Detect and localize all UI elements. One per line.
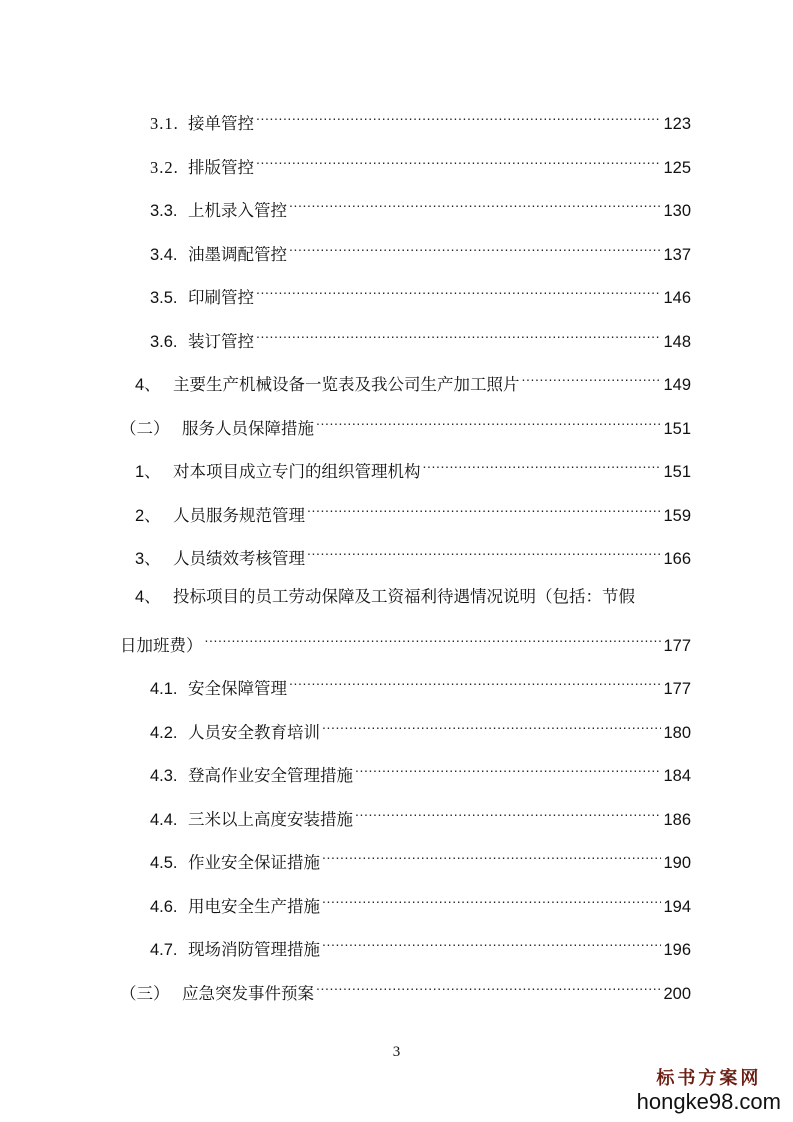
toc-entry-number: 3.1. — [150, 114, 179, 133]
toc-entry-page: 180 — [663, 724, 691, 742]
toc-entry-page: 151 — [663, 463, 691, 481]
toc-entry-page: 123 — [663, 115, 691, 133]
toc-entry[interactable] — [150, 194, 691, 222]
toc-entry-title-continued: 日加班费） — [120, 636, 203, 655]
toc-dot-leader — [205, 629, 662, 651]
toc-dot-leader — [316, 977, 661, 999]
toc-entry-page: 149 — [663, 376, 691, 394]
toc-entry[interactable] — [120, 412, 691, 440]
toc-entry-page: 159 — [663, 507, 691, 525]
watermark-logo — [637, 1068, 781, 1114]
toc-dot-leader — [322, 846, 661, 868]
toc-entry-number: （三） — [120, 984, 170, 1003]
toc-dot-leader — [355, 803, 661, 825]
toc-entry[interactable] — [135, 542, 691, 570]
toc-entry-number: 4、 — [135, 588, 161, 606]
toc-entry-number: 3.2. — [150, 158, 179, 177]
toc-entry[interactable] — [150, 325, 691, 353]
toc-entry[interactable] — [150, 281, 691, 309]
toc-entry-title: 投标项目的员工劳动保障及工资福利待遇情况说明（包括：节假 — [173, 587, 635, 606]
toc-entry[interactable] — [150, 716, 691, 744]
toc-entry-page: 177 — [663, 680, 691, 698]
toc-entry[interactable] — [120, 977, 691, 1005]
toc-entry-title: 应急突发事件预案 — [182, 984, 314, 1003]
toc-dot-leader — [289, 672, 661, 694]
toc-dot-leader — [322, 890, 661, 912]
toc-entry-page: 166 — [663, 550, 691, 568]
toc-entry-page: 148 — [663, 333, 691, 351]
toc-entry-number: 4.4. — [150, 811, 178, 829]
toc-entry[interactable] — [150, 846, 691, 874]
toc-entry[interactable] — [150, 803, 691, 831]
toc-entry-title: 现场消防管理措施 — [188, 940, 320, 959]
toc-dot-leader — [322, 716, 661, 738]
toc-entry-title: 油墨调配管控 — [188, 245, 287, 264]
toc-entry-number: 1、 — [135, 463, 161, 481]
toc-entry-page: 151 — [663, 420, 691, 438]
toc-entry-number: 4.5. — [150, 854, 178, 872]
toc-entry-page: 137 — [663, 246, 691, 264]
toc-entry-title: 用电安全生产措施 — [188, 897, 320, 916]
toc-entry[interactable] — [150, 890, 691, 918]
toc-dot-leader — [256, 325, 661, 347]
toc-entry-title: 上机录入管控 — [188, 201, 287, 220]
toc-entry[interactable] — [135, 499, 691, 527]
watermark-title: 标书方案网 — [656, 1068, 762, 1089]
toc-entry[interactable] — [150, 151, 691, 179]
toc-entry[interactable] — [135, 368, 691, 396]
toc-entry-page: 184 — [663, 767, 691, 785]
toc-entry-title: 排版管控 — [188, 158, 254, 177]
toc-entry[interactable] — [150, 759, 691, 787]
page-number: 3 — [392, 1044, 401, 1060]
toc-dot-leader — [322, 933, 661, 955]
toc-entry[interactable] — [135, 455, 691, 483]
toc-dot-leader — [256, 151, 661, 173]
toc-entry-page: 125 — [663, 159, 691, 177]
toc-entry[interactable] — [150, 933, 691, 961]
toc-entry-number: 4.7. — [150, 941, 178, 959]
toc-entry-title: 安全保障管理 — [188, 679, 287, 698]
toc-entry-page: 196 — [663, 941, 691, 959]
toc-dot-leader — [355, 759, 661, 781]
toc-entry-title: 作业安全保证措施 — [188, 853, 320, 872]
toc-entry-title: 印刷管控 — [188, 288, 254, 307]
toc-entry[interactable] — [150, 238, 691, 266]
toc-entry-number: 4、 — [135, 376, 161, 394]
toc-entry-first-line[interactable] — [135, 586, 635, 608]
toc-entry-number: 4.6. — [150, 898, 178, 916]
toc-entry[interactable] — [150, 107, 691, 135]
toc-dot-leader — [256, 107, 661, 129]
toc-dot-leader — [423, 455, 662, 477]
toc-entry-number: 4.3. — [150, 767, 178, 785]
toc-entry-number: 4.1. — [150, 680, 178, 698]
toc-entry-number: 3.4. — [150, 246, 178, 264]
toc-entry-title: 对本项目成立专门的组织管理机构 — [173, 462, 421, 481]
toc-entry-title: 三米以上高度安装措施 — [188, 810, 353, 829]
toc-dot-leader — [256, 281, 661, 303]
toc-entry-page: 130 — [663, 202, 691, 220]
toc-dot-leader — [307, 499, 661, 521]
toc-dot-leader — [522, 368, 662, 390]
toc-entry-number: 4.2. — [150, 724, 178, 742]
toc-entry-page: 186 — [663, 811, 691, 829]
toc-entry-page: 177 — [663, 637, 691, 655]
toc-entry-title: 人员服务规范管理 — [173, 506, 305, 525]
toc-entry-continuation[interactable] — [120, 629, 691, 657]
toc-entry-title: 登高作业安全管理措施 — [188, 766, 353, 785]
toc-entry-title: 接单管控 — [188, 114, 254, 133]
toc-entry-number: 3.6. — [150, 333, 178, 351]
toc-dot-leader — [307, 542, 661, 564]
toc-entry-title: 人员绩效考核管理 — [173, 549, 305, 568]
toc-entry-title: 主要生产机械设备一览表及我公司生产加工照片 — [173, 375, 520, 394]
toc-entry-title: 人员安全教育培训 — [188, 723, 320, 742]
toc-entry-number: （二） — [120, 419, 170, 438]
toc-entry-number: 2、 — [135, 507, 161, 525]
toc-entry-number: 3.5. — [150, 289, 178, 307]
watermark-url: hongke98.com — [636, 1089, 781, 1114]
toc-entry-page: 190 — [663, 854, 691, 872]
toc-entry-title: 装订管控 — [188, 332, 254, 351]
toc-entry-page: 146 — [663, 289, 691, 307]
toc-entry-number: 3、 — [135, 550, 161, 568]
toc-entry-number: 3.3. — [150, 202, 178, 220]
toc-entry-page: 200 — [663, 985, 691, 1003]
toc-dot-leader — [289, 238, 661, 260]
toc-entry-page: 194 — [663, 898, 691, 916]
toc-dot-leader — [316, 412, 661, 434]
toc-dot-leader — [289, 194, 661, 216]
toc-entry-title: 服务人员保障措施 — [182, 419, 314, 438]
toc-entry[interactable] — [150, 672, 691, 700]
